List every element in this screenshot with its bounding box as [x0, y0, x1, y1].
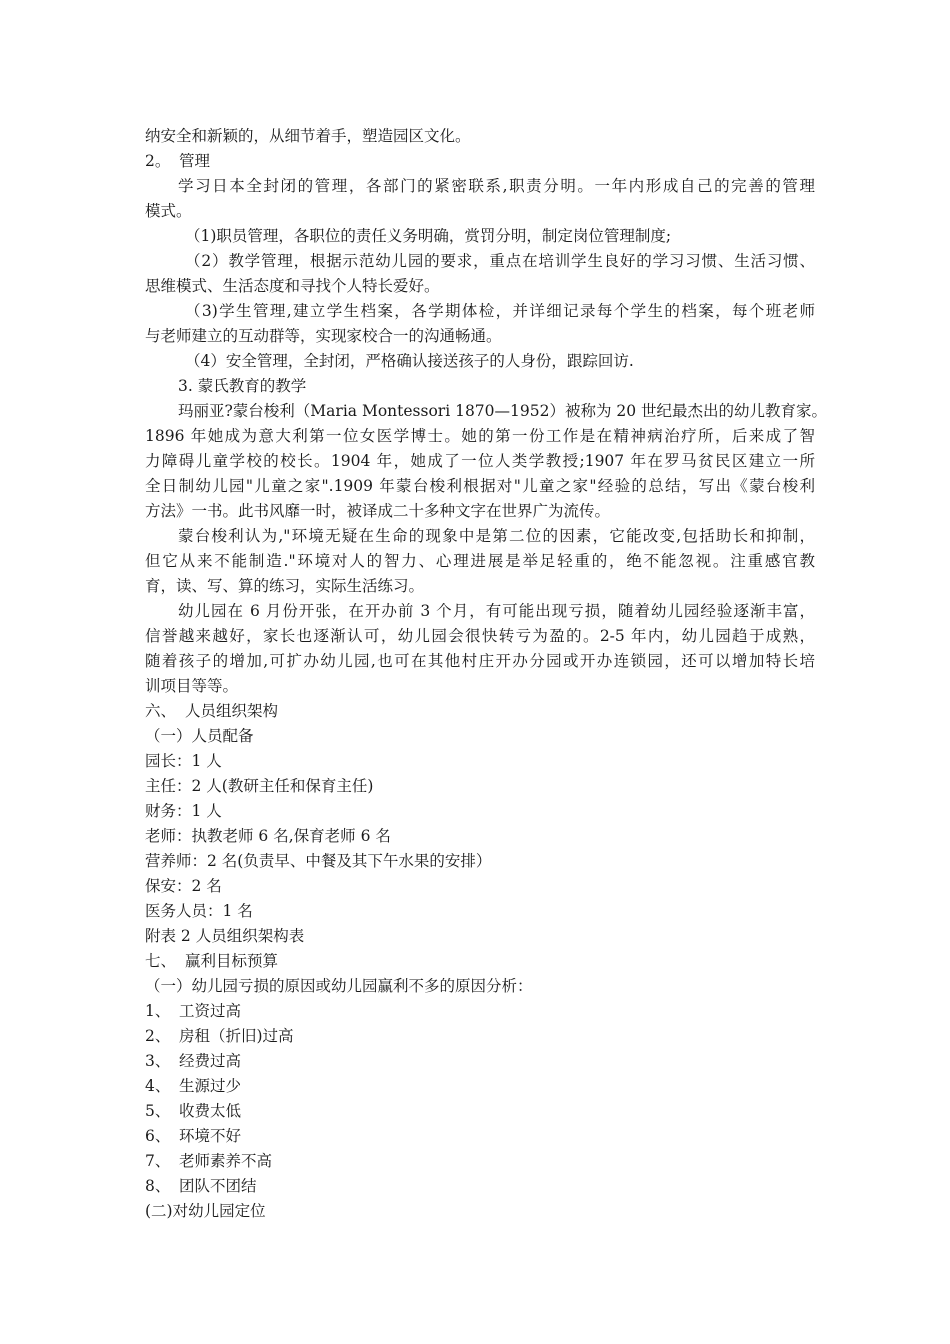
section-heading-profit	[145, 949, 815, 974]
staff-item: 园长：1 人	[145, 752, 222, 770]
subsection-heading: （一）幼儿园亏损的原因或幼儿园赢利不多的原因分析：	[145, 977, 533, 995]
list-item	[145, 1049, 815, 1074]
paragraph-line: 方法》一书。此书风靡一时，被译成二十多种文字在世界广为流传。	[145, 502, 611, 520]
list-text: 工资过高	[179, 1002, 242, 1020]
list-item	[145, 999, 815, 1024]
list-item	[145, 1099, 815, 1124]
section-title: 赢利目标预算	[185, 952, 279, 970]
paragraph-line: 纳安全和新颖的，从细节着手，塑造园区文化。	[145, 127, 471, 145]
list-number: 5、	[145, 1102, 171, 1120]
staff-item: 财务：1 人	[145, 802, 222, 820]
list-number: 3、	[145, 1052, 171, 1070]
section-number: 六、	[145, 702, 177, 720]
list-number: 2、	[145, 1027, 171, 1045]
section-number: 2。	[145, 152, 171, 170]
list-number: 7、	[145, 1152, 171, 1170]
section-title: 人员组织架构	[185, 702, 279, 720]
list-item	[145, 1174, 815, 1199]
section-title: 管理	[179, 152, 211, 170]
section-heading-montessori: 3. 蒙氏教育的教学	[178, 377, 307, 395]
paragraph-line: 学习日本全封闭的管理，各部门的紧密联系,职责分明。一年内形成自己的完善的管理	[178, 177, 815, 195]
subsection-heading: （一）人员配备	[145, 727, 254, 745]
paragraph-line: 信誉越来越好，家长也逐渐认可，幼儿园会很快转亏为盈的。2-5 年内，幼儿园趋于成熟，	[145, 627, 815, 645]
staff-item: 老师：执教老师 6 名,保育老师 6 名	[145, 827, 391, 845]
paragraph-line: 训项目等等。	[145, 677, 239, 695]
list-number: 4、	[145, 1077, 171, 1095]
document-page	[145, 124, 828, 1224]
staff-item: 保安：2 名	[145, 877, 222, 895]
list-number: 1、	[145, 1002, 171, 1020]
list-text: 房租（折旧)过高	[179, 1027, 294, 1045]
list-item-continuation: 思维模式、生活态度和寻找个人特长爱好。	[145, 277, 440, 295]
subsection-heading: (二)对幼儿园定位	[145, 1202, 266, 1220]
list-text: 生源过少	[179, 1077, 242, 1095]
staff-item: 营养师：2 名(负责早、中餐及其下午水果的安排）	[145, 852, 492, 870]
list-text: 老师素养不高	[179, 1152, 273, 1170]
section-number: 七、	[145, 952, 177, 970]
paragraph-line: 幼儿园在 6 月份开张，在开办前 3 个月，有可能出现亏损，随着幼儿园经验逐渐丰富，	[178, 602, 815, 620]
list-item	[145, 1149, 815, 1174]
staff-item: 医务人员：1 名	[145, 902, 253, 920]
section-heading-staff	[145, 699, 815, 724]
list-number: 6、	[145, 1127, 171, 1145]
paragraph-line: 1896 年她成为意大利第一位女医学博士。她的第一份工作是在精神病治疗所，后来成了智	[145, 427, 815, 445]
list-text: 收费太低	[179, 1102, 242, 1120]
list-item: （1)职员管理，各职位的责任义务明确，赏罚分明，制定岗位管理制度;	[185, 227, 672, 245]
list-text: 经费过高	[179, 1052, 242, 1070]
list-item	[145, 1124, 815, 1149]
section-heading-management	[145, 149, 815, 174]
list-number: 8、	[145, 1177, 171, 1195]
paragraph-line: 随着孩子的增加,可扩办幼儿园,也可在其他村庄开办分园或开办连锁园，还可以增加特长培	[145, 652, 815, 670]
paragraph-line: 力障碍儿童学校的校长。1904 年，她成了一位人类学教授;1907 年在罗马贫民区建立一所	[145, 452, 815, 470]
list-item	[145, 1024, 815, 1049]
list-item: （3)学生管理,建立学生档案，各学期体检，并详细记录每个学生的档案，每个班老师	[185, 302, 815, 320]
list-text: 环境不好	[179, 1127, 242, 1145]
list-item-continuation: 与老师建立的互动群等，实现家校合一的沟通畅通。	[145, 327, 502, 345]
staff-item: 主任：2 人(教研主任和保育主任)	[145, 777, 374, 795]
paragraph-line: 蒙台梭利认为,"环境无疑在生命的现象中是第二位的因素，它能改变,包括助长和抑制，	[178, 527, 815, 545]
list-text: 团队不团结	[179, 1177, 257, 1195]
staff-item: 附表 2 人员组织架构表	[145, 927, 305, 945]
paragraph-line: 玛丽亚?蒙台梭利（Maria Montessori 1870—1952）被称为 20 世纪最杰出的幼儿教育家。	[178, 402, 828, 420]
paragraph-line: 育，读、写、算的练习，实际生活练习。	[145, 577, 425, 595]
paragraph-line: 模式。	[145, 202, 192, 220]
list-item	[145, 1074, 815, 1099]
paragraph-line: 但它从来不能制造."环境对人的智力、心理进展是举足轻重的，绝不能忽视。注重感官教	[145, 552, 815, 570]
paragraph-line: 全日制幼儿园"儿童之家".1909 年蒙台梭利根据对"儿童之家"经验的总结，写出《蒙台梭利	[145, 477, 815, 495]
list-item: （2）教学管理，根据示范幼儿园的要求，重点在培训学生良好的学习习惯、生活习惯、	[185, 252, 815, 270]
list-item: （4）安全管理，全封闭，严格确认接送孩子的人身份，跟踪回访.	[185, 352, 634, 370]
